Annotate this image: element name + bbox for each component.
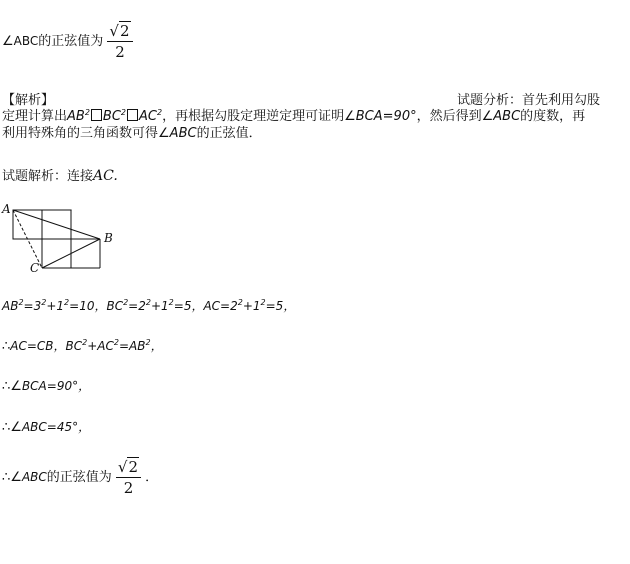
label-a: A <box>2 202 11 216</box>
formula-ab-bc-ac: $AB^2$ $BC^2$ $AC^2$ <box>67 108 163 124</box>
final-denominator: 2 <box>123 479 134 497</box>
answer-radicand: 2 <box>119 22 130 40</box>
analysis-line-2: 定理计算出$AB^2$ $BC^2$ $AC^2$，再根据勾股定理逆定理可证明∠BCA=90°，然后得到∠ABC的度数，再 <box>2 108 586 124</box>
answer-line <box>2 22 133 61</box>
angle-symbol: ∠ <box>2 34 14 49</box>
analysis-label: 【解析】 <box>2 93 55 108</box>
final-fraction: $\frac{√2}{2}$ <box>116 458 141 497</box>
label-b: B <box>104 231 113 245</box>
segment-ac: AC. <box>93 168 118 184</box>
answer-text: 的正弦值为 <box>38 34 104 49</box>
analysis-summary-head: 试题分析：首先利用勾股 <box>457 93 601 108</box>
answer-denominator: 2 <box>115 43 125 61</box>
grid-figure <box>0 200 125 280</box>
solution-line: 试题解析：连接AC. <box>2 168 118 184</box>
step-5: ∴∠ABC的正弦值为 $\frac{√2}{2}$ ． <box>2 458 159 497</box>
analysis-line-3: 利用特殊角的三角函数可得∠ABC的正弦值． <box>2 126 262 141</box>
step-1: $AB^2=3^2+1^2=10$，$BC^2=2^2+1^2=5$，$AC=2^2+1^2=5$， <box>2 298 296 313</box>
final-radicand: 2 <box>128 458 139 476</box>
answer-fraction: $\frac{√2}{2}$ <box>107 22 132 61</box>
step-2: ∴AC=CB，$BC^2+AC^2=AB^2$， <box>2 338 163 354</box>
label-c: C <box>30 261 40 275</box>
angle-name: ABC <box>13 34 39 48</box>
step-4: ∴∠ABC=45°， <box>2 420 91 435</box>
step-3: ∴∠BCA=90°， <box>2 379 91 394</box>
